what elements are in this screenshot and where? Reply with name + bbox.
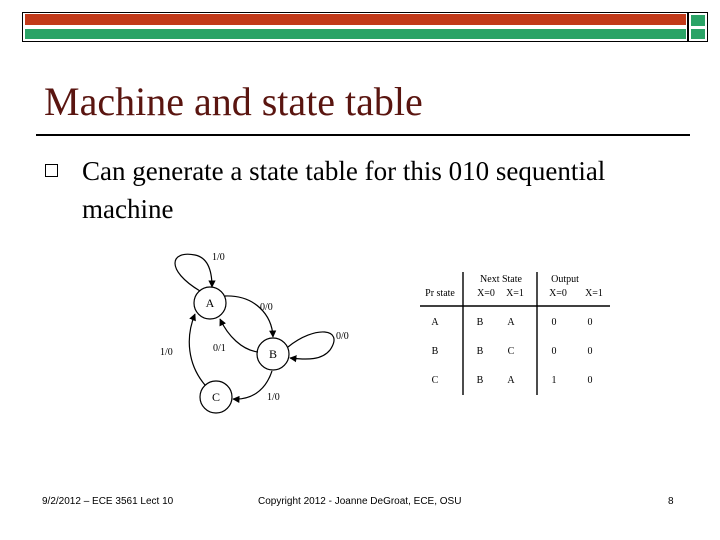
- row-a-state: A: [431, 317, 439, 328]
- row-a-n0: B: [476, 317, 484, 328]
- footer-page-number: 8: [668, 496, 674, 507]
- b-to-c-label: 1/0: [267, 392, 280, 403]
- footer-copyright: Copyright 2012 - Joanne DeGroat, ECE, OSU: [258, 496, 462, 507]
- c-to-a-label: 1/0: [160, 347, 173, 358]
- state-a-label: A: [205, 296, 215, 310]
- state-figure: [150, 240, 620, 430]
- title-rule: [36, 134, 690, 136]
- c-to-a-arc: [189, 314, 205, 385]
- corner-box-upper: [691, 15, 705, 26]
- col-out-x1-label: X=1: [585, 288, 603, 299]
- col-out-x0-label: X=0: [549, 288, 567, 299]
- a-self-label: 1/0: [212, 252, 225, 263]
- row-c-n0: B: [476, 375, 484, 386]
- slide-title: Machine and state table: [44, 79, 423, 124]
- state-table: [420, 272, 610, 395]
- row-a-n1: A: [507, 317, 515, 328]
- header-next-state: Next State: [480, 274, 522, 285]
- row-a-o0: 0: [551, 317, 557, 328]
- row-a-o1: 0: [587, 317, 593, 328]
- state-b-label: B: [268, 347, 278, 361]
- bullet-square-icon: [45, 164, 58, 177]
- corner-box: [688, 12, 708, 42]
- row-b-n1: C: [507, 346, 515, 357]
- top-bar-red: [25, 14, 686, 25]
- row-b-o1: 0: [587, 346, 593, 357]
- col-next-x1: X=1: [506, 288, 524, 299]
- row-b-o0: 0: [551, 346, 557, 357]
- bullet-text: Can generate a state table for this 010 sequential machine: [82, 156, 606, 224]
- row-b-n0: B: [476, 346, 484, 357]
- row-c-state: C: [431, 375, 439, 386]
- footer-date-lecture: 9/2/2012 – ECE 3561 Lect 10: [42, 496, 174, 507]
- row-b-state: B: [431, 346, 439, 357]
- row-c-n1: A: [507, 375, 515, 386]
- row-c-o1: 0: [587, 375, 593, 386]
- a-to-b-label: 0/0: [260, 302, 273, 313]
- header-output: Output: [551, 274, 579, 285]
- row-c-o0: 1: [551, 375, 557, 386]
- b-self-label: 0/0: [336, 331, 349, 342]
- col-present-state: Pr state: [425, 288, 455, 299]
- state-diagram: [175, 254, 334, 413]
- b-to-a-label: 0/1: [213, 343, 226, 354]
- state-c-label: C: [211, 390, 221, 404]
- corner-box-lower: [691, 29, 705, 39]
- a-self-loop: [175, 254, 212, 291]
- b-self-loop: [288, 332, 334, 359]
- col-next-x0: X=0: [477, 288, 495, 299]
- top-bar-green: [25, 29, 686, 39]
